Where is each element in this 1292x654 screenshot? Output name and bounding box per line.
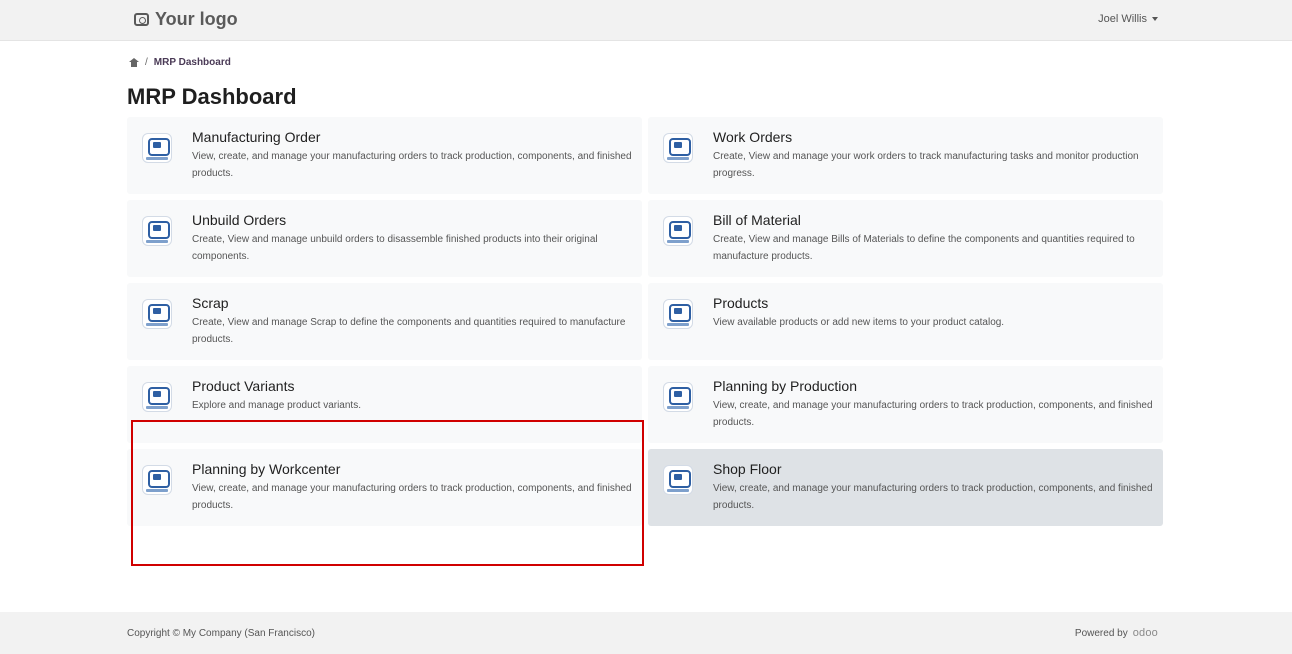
card-manufacturing-order[interactable]: [127, 117, 642, 194]
user-name: Joel Willis: [1098, 13, 1147, 25]
shop-floor-icon: [663, 465, 693, 495]
breadcrumb: [129, 57, 231, 68]
card-description: View, create, and manage your manufacturing orders to track production, components, and finished products.: [192, 483, 632, 511]
card-description: Create, View and manage unbuild orders to disassemble finished products into their original components.: [192, 234, 598, 262]
breadcrumb-current: MRP Dashboard: [153, 57, 231, 68]
card-shop-floor[interactable]: [648, 449, 1163, 526]
card-planning-by-production[interactable]: [648, 366, 1163, 443]
card-title: Work Orders: [713, 129, 793, 145]
card-product-variants[interactable]: [127, 366, 642, 443]
card-description: Create, View and manage Scrap to define the components and quantities required to manufacture products.: [192, 317, 626, 345]
card-work-orders[interactable]: [648, 117, 1163, 194]
card-description: View, create, and manage your manufacturing orders to track production, components, and finished products.: [192, 151, 632, 179]
company-logo[interactable]: [134, 9, 238, 30]
odoo-logo: odoo: [1132, 627, 1158, 639]
breadcrumb-separator: /: [145, 57, 148, 68]
card-unbuild-orders[interactable]: [127, 200, 642, 277]
card-planning-by-workcenter[interactable]: [127, 449, 642, 526]
card-title: Planning by Production: [713, 378, 857, 394]
card-title: Product Variants: [192, 378, 295, 394]
card-description: View, create, and manage your manufacturing orders to track production, components, and finished products.: [713, 400, 1153, 428]
planning-by-production-icon: [663, 382, 693, 412]
powered-by[interactable]: [1075, 627, 1158, 639]
unbuild-order-icon: [142, 216, 172, 246]
card-title: Scrap: [192, 295, 229, 311]
card-description: Explore and manage product variants.: [192, 400, 361, 411]
home-icon[interactable]: [129, 58, 139, 67]
user-menu[interactable]: [1098, 13, 1158, 25]
card-description: Create, View and manage Bills of Materials to define the components and quantities required to manufacture products.: [713, 234, 1135, 262]
product-variants-icon: [142, 382, 172, 412]
caret-down-icon: [1152, 17, 1158, 21]
scrap-icon: [142, 299, 172, 329]
card-title: Manufacturing Order: [192, 129, 321, 145]
card-bill-of-material[interactable]: [648, 200, 1163, 277]
card-title: Unbuild Orders: [192, 212, 287, 228]
card-title: Planning by Workcenter: [192, 461, 341, 477]
card-description: View, create, and manage your manufacturing orders to track production, components, and finished products.: [713, 483, 1153, 511]
bom-icon: [663, 216, 693, 246]
logo-text: Your logo: [155, 9, 238, 29]
card-products[interactable]: [648, 283, 1163, 360]
card-title: Bill of Material: [713, 212, 801, 228]
copyright-text: Copyright © My Company (San Francisco): [127, 628, 315, 639]
powered-by-label: Powered by: [1074, 627, 1128, 639]
work-order-icon: [663, 133, 693, 163]
card-scrap[interactable]: [127, 283, 642, 360]
camera-icon: [134, 13, 149, 26]
card-description: Create, View and manage your work orders to track manufacturing tasks and monitor production progress.: [713, 151, 1139, 179]
card-title: Shop Floor: [713, 461, 782, 477]
product-icon: [663, 299, 693, 329]
top-navbar: [0, 0, 1292, 41]
card-description: View available products or add new items to your product catalog.: [713, 317, 1005, 328]
card-title: Products: [713, 295, 769, 311]
page-title: MRP Dashboard: [127, 84, 297, 109]
footer: [0, 612, 1292, 654]
planning-by-workcenter-icon: [142, 465, 172, 495]
manufacturing-order-icon: [142, 133, 172, 163]
